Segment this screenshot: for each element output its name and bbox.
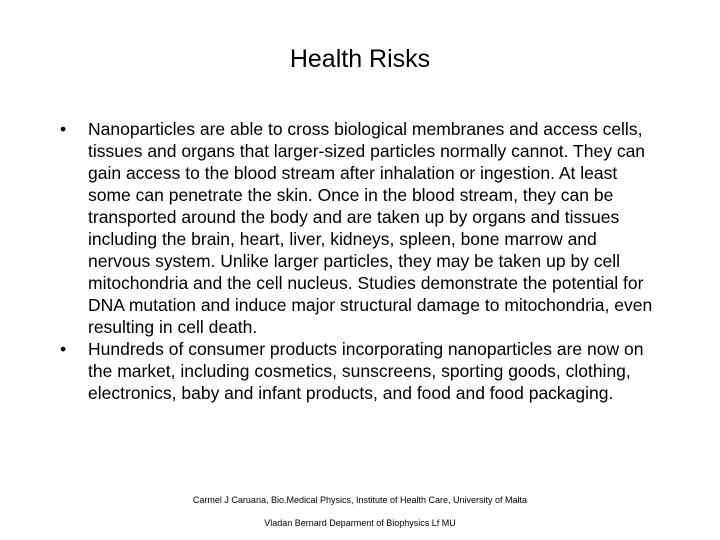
bullet-text: Hundreds of consumer products incorporating nanoparticles are now on the market, including cosmetics, sunscreens, sporting goods, clothing, electronics, baby and infant products, and food and food packaging. xyxy=(88,339,644,403)
bullet-item-nanoparticles-cross-membranes xyxy=(60,118,660,338)
bullet-marker: • xyxy=(60,339,67,359)
bullet-text: Nanoparticles are able to cross biological membranes and access cells, tissues and organs that larger-sized particles normally cannot. They can gain access to the blood stream after inhalation or ingestion. At least some can penetrate the skin. Once in the blood stream, they can be transported around the body and are taken up by organs and tissues including the brain, heart, liver, kidneys, spleen, bone marrow and nervous system. Unlike larger particles, they may be taken up by cell mitochondria and the cell nucleus. Studies demonstrate the potential for DNA mutation and induce major structural damage to mitochondria, even resulting in cell death. xyxy=(88,119,653,337)
bullet-list xyxy=(60,118,660,404)
bullet-marker: • xyxy=(60,119,67,139)
bullet-item-consumer-products xyxy=(60,338,660,404)
footer-credit-bernard: Vladan Bernard Deparment of Biophysics Lf MU xyxy=(264,518,456,528)
footer-credit-caruana: Carmel J Caruana, Bio.Medical Physics, Institute of Health Care, University of Malta xyxy=(192,495,528,505)
slide-title: Health Risks xyxy=(289,45,431,73)
